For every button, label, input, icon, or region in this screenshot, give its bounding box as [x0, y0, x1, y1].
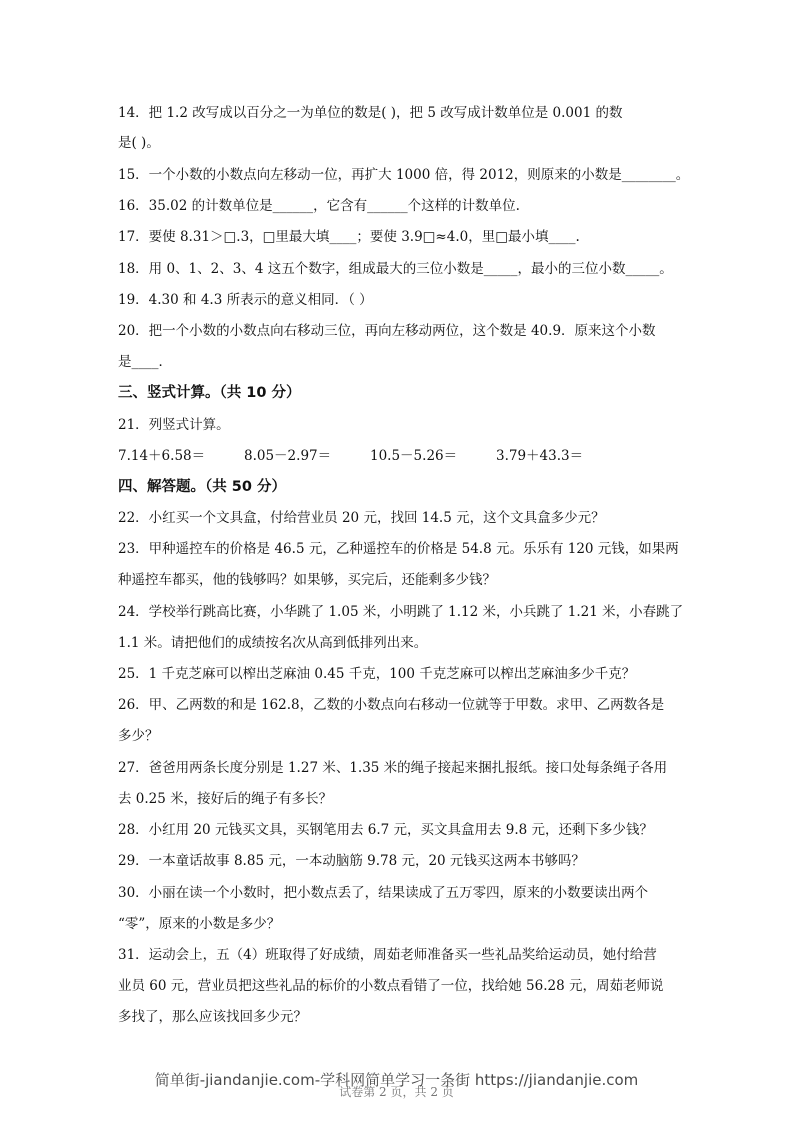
- question-28: 28．小红用 20 元钱买文具，买钢笔用去 6.7 元，买文具盒用去 9.8 元，还剩下多少钱？: [118, 822, 654, 838]
- calc-item-3: 10.5－5.26＝: [370, 448, 458, 464]
- question-27-line-1: 27．爸爸用两条长度分别是 1.27 米、1.35 米的绳子接起来捆扎报纸。接口处每条绳子各用: [118, 760, 668, 776]
- question-23-line-1: 23．甲种遥控车的价格是 46.5 元，乙种遥控车的价格是 54.8 元。乐乐有 120 元钱，如果两: [118, 541, 679, 557]
- question-24-line-1: 24．学校举行跳高比赛，小华跳了 1.05 米，小明跳了 1.12 米，小兵跳了 1.21 米，小春跳了: [118, 604, 684, 620]
- question-14-line-1: 14．把 1.2 改写成以百分之一为单位的数是( )，把 5 改写成计数单位是 0.001 的数: [118, 105, 623, 121]
- question-20-line-2: 是____．: [118, 354, 172, 370]
- question-19: 19．4.30 和 4.3 所表示的意义相同．（ ）: [118, 292, 373, 308]
- question-31-line-3: 多找了，那么应该找回多少元？: [118, 1009, 307, 1025]
- question-26-line-1: 26．甲、乙两数的和是 162.8，乙数的小数点向右移动一位就等于甲数。求甲、乙两数各是: [118, 697, 665, 713]
- page-footer: 试卷第 2 页，共 2 页: [339, 1085, 454, 1099]
- question-31-line-2: 业员 60 元，营业员把这些礼品的标价的小数点看错了一位，找给她 56.28 元，周茹老师说: [118, 978, 664, 994]
- calc-item-1: 7.14＋6.58＝: [118, 448, 206, 464]
- question-20-line-1: 20．把一个小数的小数点向右移动三位，再向左移动两位，这个数是 40.9．原来这个小数: [118, 323, 656, 339]
- question-30-line-1: 30．小丽在读一个小数时，把小数点丢了，结果读成了五万零四，原来的小数要读出两个: [118, 885, 649, 901]
- question-24-line-2: 1.1 米。请把他们的成绩按名次从高到低排列出来。: [118, 635, 428, 651]
- question-25: 25．1 千克芝麻可以榨出芝麻油 0.45 千克，100 千克芝麻可以榨出芝麻油多少千克？: [118, 666, 636, 682]
- question-16: 16．35.02 的计数单位是______，它含有______个这样的计数单位.: [118, 198, 520, 214]
- calc-item-4: 3.79＋43.3＝: [496, 448, 584, 464]
- calc-item-2: 8.05－2.97＝: [244, 448, 332, 464]
- section-4-title: 四、解答题。（共 50 分）: [118, 479, 287, 495]
- question-18: 18．用 0、1、2、3、4 这五个数字，组成最大的三位小数是_____，最小的三位小数_____。: [118, 261, 673, 277]
- question-31-line-1: 31．运动会上，五（4）班取得了好成绩，周茹老师准备买一些礼品奖给运动员，她付给营: [118, 947, 657, 963]
- question-17: 17．要使 8.31＞□.3，□里最大填____；要使 3.9□≈4.0，里□最小填____.: [118, 229, 580, 245]
- question-22: 22．小红买一个文具盒，付给营业员 20 元，找回 14.5 元，这个文具盒多少元？: [118, 510, 605, 526]
- question-21: 21．列竖式计算。: [118, 417, 230, 433]
- question-15: 15．一个小数的小数点向左移动一位，再扩大 1000 倍，得 2012，则原来的小数是________。: [118, 167, 690, 183]
- question-14-line-2: 是( )。: [118, 135, 160, 151]
- site-watermark: 简单街-jiandanjie.com-学科网简单学习一条街 https://jiandanjie.com: [154, 1071, 639, 1089]
- question-26-line-2: 多少？: [118, 728, 159, 744]
- question-23-line-2: 种遥控车都买，他的钱够吗？如果够，买完后，还能剩多少钱？: [118, 572, 496, 588]
- question-29: 29．一本童话故事 8.85 元，一本动脑筋 9.78 元，20 元钱买这两本书够吗？: [118, 853, 585, 869]
- question-27-line-2: 去 0.25 米，接好后的绳子有多长？: [118, 791, 333, 807]
- question-30-line-2: “零”，原来的小数是多少？: [118, 916, 281, 932]
- section-3-title: 三、竖式计算。（共 10 分）: [118, 385, 301, 401]
